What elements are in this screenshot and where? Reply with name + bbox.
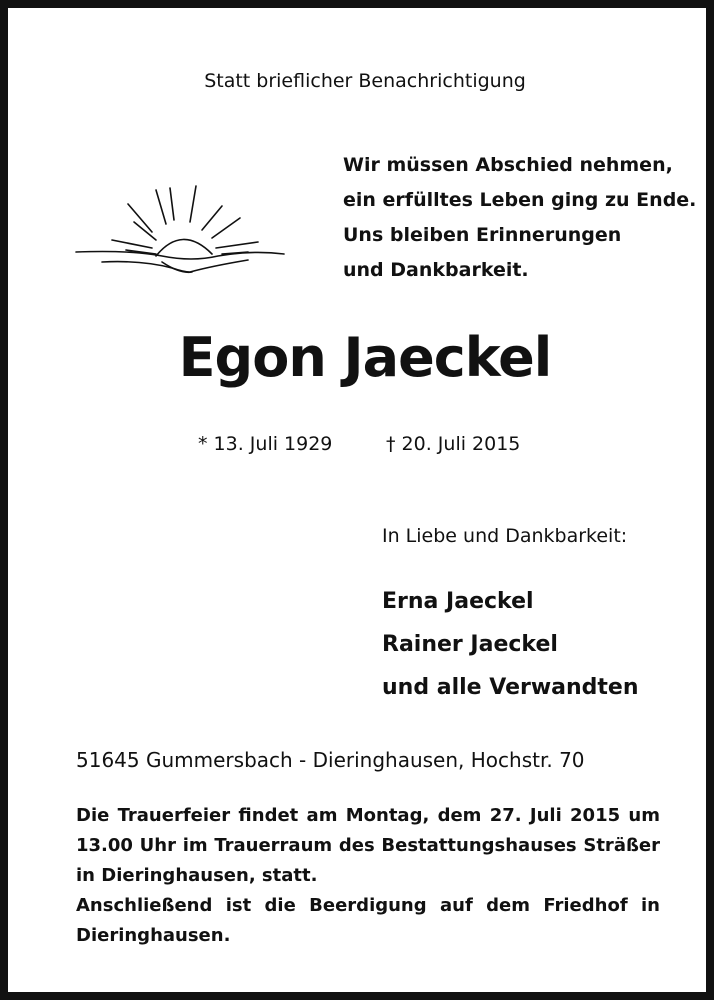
farewell-quote: [343, 148, 696, 288]
header-line: Statt brieflicher Benachrichtigung: [204, 70, 526, 92]
quote-line: Wir müssen Abschied nehmen,: [343, 154, 673, 176]
quote-line: und Dankbarkeit.: [343, 259, 529, 281]
address-line: 51645 Gummersbach - Dieringhausen, Hochstr. 70: [76, 748, 585, 772]
notice-paragraph: Anschließend ist die Beerdigung auf dem Friedhof in Dieringhausen.: [76, 895, 660, 946]
quote-line: Uns bleiben Erinnerungen: [343, 224, 622, 246]
mourners-list: [382, 580, 639, 709]
birth-date: * 13. Juli 1929: [198, 433, 333, 455]
sunset-drawing-icon: [72, 184, 286, 284]
notice-paragraph: Die Trauerfeier findet am Montag, dem 27. Juli 2015 um 13.00 Uhr im Trauerraum des Bestattungshauses Sträßer in Dieringhausen, statt.: [76, 805, 660, 886]
funeral-notice: [76, 801, 660, 951]
mourner-name: Rainer Jaeckel: [382, 632, 558, 657]
deceased-name: Egon Jaeckel: [178, 326, 552, 389]
mourner-name: Erna Jaeckel: [382, 589, 534, 614]
quote-line: ein erfülltes Leben ging zu Ende.: [343, 189, 697, 211]
mourner-name: und alle Verwandten: [382, 675, 639, 700]
death-date: † 20. Juli 2015: [386, 433, 521, 455]
dedication-line: In Liebe und Dankbarkeit:: [382, 525, 628, 547]
